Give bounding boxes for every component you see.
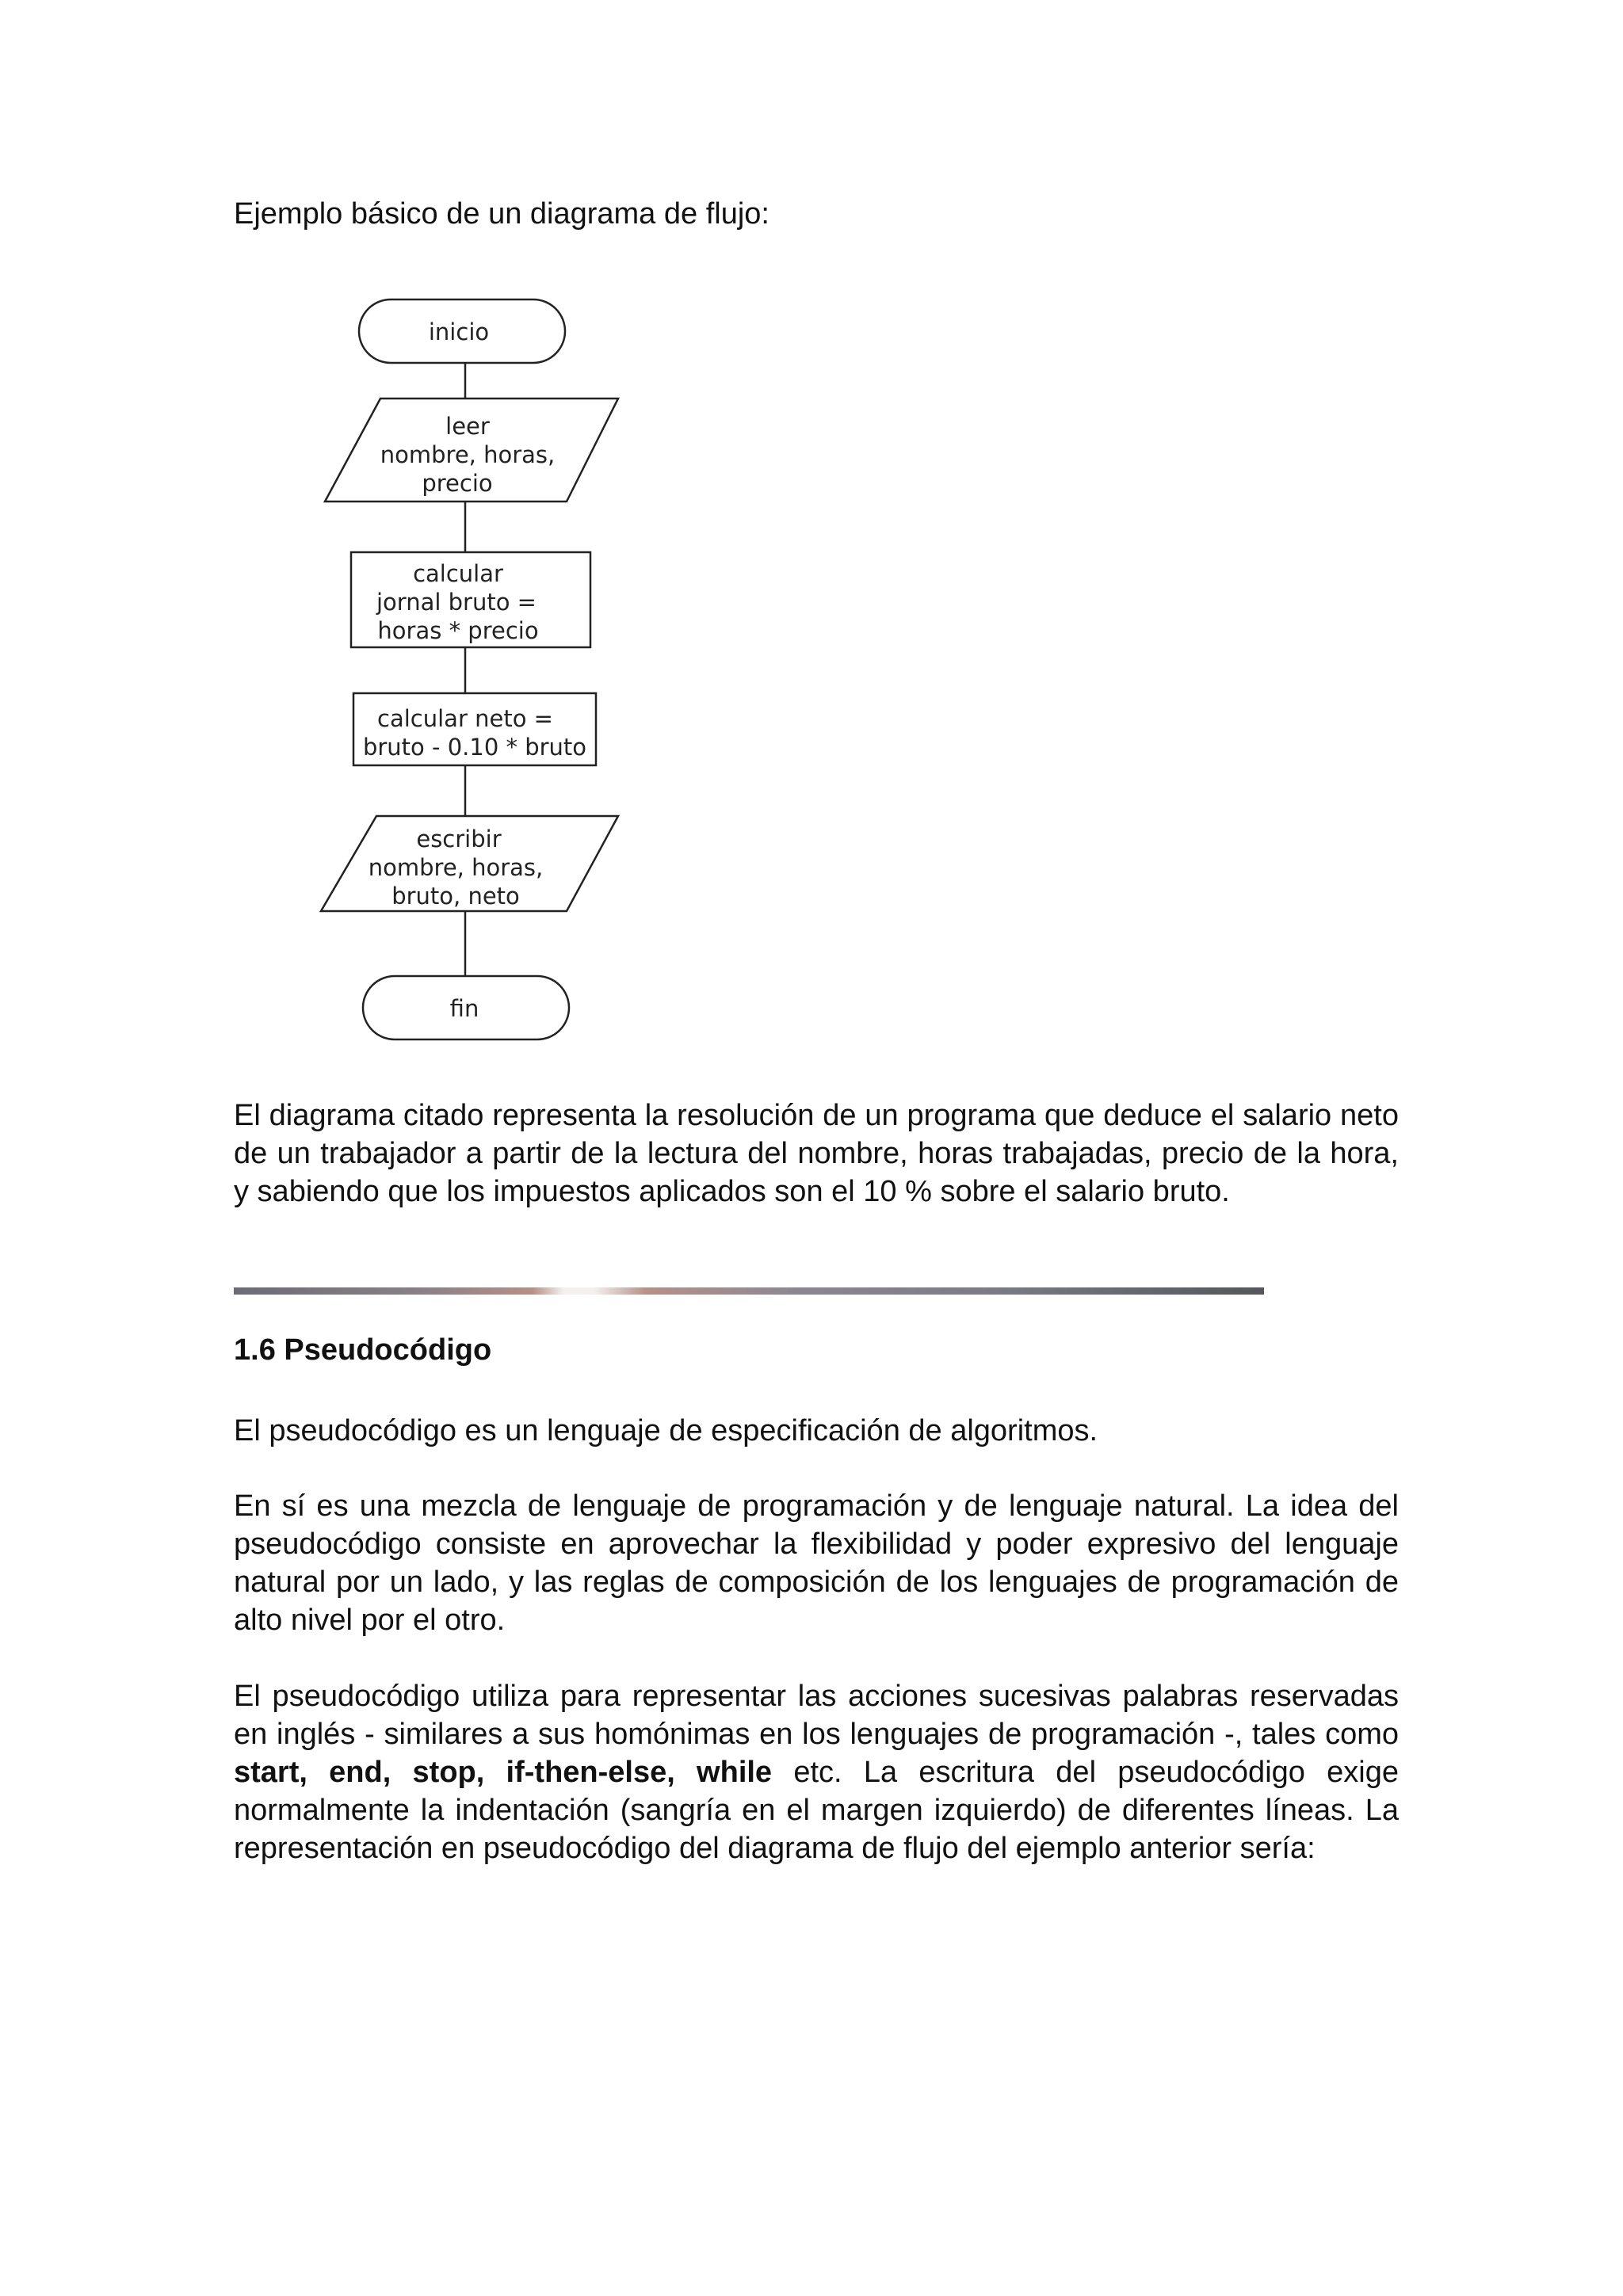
paragraph-keywords-part2: etc. La escritura del pseudocódigo exige normalmente la indentación (sangría en el margen izquierdo) de diferentes líneas. La representación en pseudocódigo del diagrama de flujo del ejemplo anterior sería: (234, 1756, 1399, 1865)
write-line-2: nombre, horas, (368, 854, 544, 881)
flowchart-description: El diagrama citado representa la resolución de un programa que deduce el salario neto de un trabajador a partir de la lectura del nombre, horas trabajadas, precio de la hora, y sabiendo que los impuestos aplicados son el 10 % sobre el salario bruto. (234, 1099, 1399, 1208)
read-line-2: nombre, horas, (380, 441, 556, 468)
flowchart-calc-gross-node (351, 552, 590, 647)
flowchart-calc-net-node (353, 693, 596, 765)
calc1-line-3: horas * precio (377, 617, 539, 644)
keyword-list: start, end, stop, if-then-else, while (234, 1756, 773, 1789)
paragraph-keywords-part1: El pseudocódigo utiliza para representar las acciones sucesivas palabras reservadas en inglés - similares a sus homónimas en los lenguajes de programación -, tales como (234, 1680, 1399, 1751)
calc2-line-1: calcular neto = (377, 705, 553, 732)
calc1-line-1: calcular (413, 560, 503, 587)
decorative-divider (234, 1287, 1264, 1295)
paragraph-explanation: En sí es una mezcla de lenguaje de programación y de lenguaje natural. La idea del pseudocódigo consiste en aprovechar la flexibilidad y poder expresivo del lenguaje natural por un lado, y las reglas de composición de los lenguajes de programación de alto nivel por el otro. (234, 1489, 1399, 1637)
flowchart-diagram (313, 285, 630, 1050)
intro-text: Ejemplo básico de un diagrama de flujo: (234, 197, 769, 231)
end-label: fin (449, 995, 479, 1022)
paragraph-keywords (234, 1677, 1399, 1867)
calc1-line-2: jornal bruto = (376, 589, 537, 616)
section-heading: 1.6 Pseudocódigo (234, 1333, 492, 1367)
start-label: inicio (428, 318, 490, 345)
paragraph-definition: El pseudocódigo es un lenguaje de especificación de algoritmos. (234, 1414, 1098, 1447)
flowchart-write-node (321, 816, 618, 911)
read-line-3: precio (422, 470, 493, 497)
flowchart-read-node (325, 399, 618, 502)
calc2-line-2: bruto - 0.10 * bruto (362, 734, 587, 761)
write-line-1: escribir (416, 826, 502, 852)
flowchart-start-node (359, 299, 565, 363)
flowchart-end-node (363, 976, 569, 1039)
write-line-3: bruto, neto (391, 883, 520, 910)
read-line-1: leer (445, 413, 490, 440)
